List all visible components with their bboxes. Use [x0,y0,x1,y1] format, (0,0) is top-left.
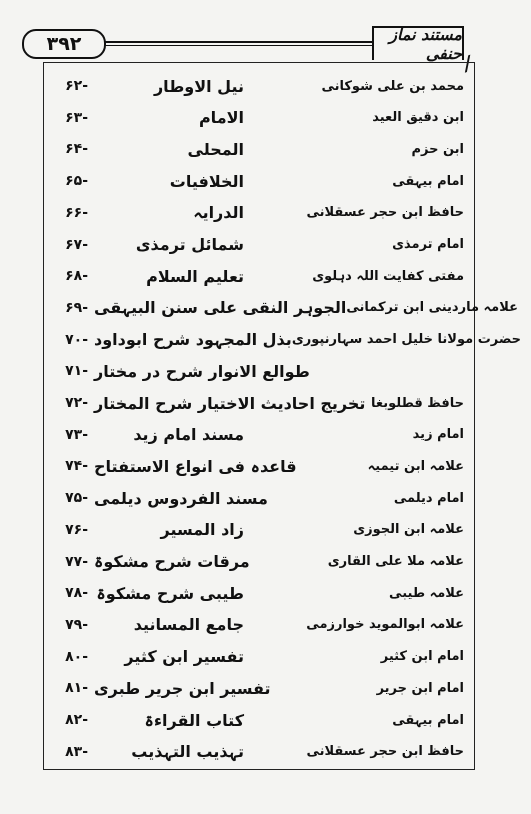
list-item [44,71,474,101]
entry-number: -۷۸ [65,585,88,602]
book-title: مرقات شرح مشکوۃ [94,552,250,571]
book-title: کتاب القراءۃ [144,710,244,730]
list-item [44,198,474,228]
list-item [44,388,474,418]
entry-number: -۷۰ [65,331,88,348]
list-item [44,293,518,323]
entry-number: -۸۳ [65,743,88,760]
author-name: حضرت مولانا خلیل احمد سہارنپوری [291,332,522,348]
author-name: حافظ ابن حجر عسقلانی [306,205,464,221]
author-name: امام زید [412,427,464,443]
entry-number: -۸۰ [65,648,88,665]
author-name: امام ابن کثیر [380,649,464,665]
author-name: امام دیلمی [393,490,464,506]
entry-number: -۸۲ [65,712,88,728]
book-title: الدرایہ [193,203,244,223]
book-title: طوالع الانوار شرح در مختار [94,361,310,381]
list-item [44,420,474,450]
author-name: حافظ قطلوبغا [371,395,464,411]
book-title: الامام [198,108,244,128]
entry-number: -۶۳ [65,109,88,126]
bibliography-list [44,63,522,769]
author-name: امام بیہقی [392,712,464,728]
entry-number: -۷۳ [65,426,88,443]
author-name: امام ترمذی [392,237,464,252]
page-frame [43,62,522,770]
book-title: تفسیر ابن جریر طبری [94,678,271,698]
entry-number: -۶۴ [65,141,88,158]
list-item [44,261,474,291]
book-title: تعلیم السلام [146,266,244,286]
list-item [44,166,474,196]
book-title: شمائل ترمذی [135,235,244,254]
book-title: المحلی [187,139,244,159]
author-name: علامہ ابن تیمیہ [367,458,464,474]
list-item [44,578,474,608]
book-title: طیبی شرح مشکوۃ [96,583,244,603]
book-title: زاد المسیر [160,520,244,540]
entry-number: -۷۵ [65,490,88,507]
list-item [44,642,474,672]
entry-number: -۷۲ [65,395,88,411]
author-name: علامہ ابن الجوزی [353,522,464,538]
book-title: تفسیر ابن کثیر [124,647,244,667]
list-item [44,483,474,513]
list-item [44,134,474,164]
entry-number: -۸۱ [65,680,88,697]
list-item [44,356,474,386]
book-title: جامع المسانید [133,615,244,635]
author-name: مفتی کفایت اللہ دہلوی [312,268,464,284]
entry-number: -۷۹ [65,616,88,633]
entry-number: -۷۶ [65,521,88,538]
book-title: تخریج احادیث الاختیار شرح المختار [94,393,366,413]
author-name: محمد بن علی شوکانی [321,78,464,94]
author-name: امام بیہقی [392,173,464,189]
entry-number: -۶۵ [65,173,88,190]
flourish-icon: ⁄ [461,52,474,76]
entry-number: -۶۲ [65,78,88,94]
author-name: علامہ ماردینی ابن ترکمانی [346,300,518,316]
list-item [44,737,474,767]
author-name: علامہ ملا علی القاری [327,554,464,569]
author-name: ابن حزم [411,141,464,157]
book-title: قاعدہ فی انواع الاستفتاح [94,456,297,476]
list-item [44,673,474,703]
entry-number: -۷۷ [65,553,88,570]
entry-number: -۶۹ [65,299,88,316]
list-item [44,451,474,481]
entry-number: -۶۸ [65,268,88,285]
book-title: مسند امام زید [133,425,244,445]
book-title: بذل المجہود شرح ابوداود [94,330,292,350]
list-item [44,547,474,577]
author-name: امام ابن جریر [376,680,464,696]
list-item [44,325,522,355]
list-item [44,230,474,260]
entry-number: -۷۱ [65,363,88,380]
page-number-text: ۳۹۲ [46,33,82,55]
entry-number: -۶۶ [65,204,88,221]
entry-number: -۶۷ [65,236,88,253]
running-title-text: مستند نماز حنفی [389,25,462,63]
page-number [22,29,106,59]
running-title [372,25,464,63]
list-item [44,705,474,735]
list-item [44,103,474,133]
author-name: ابن دقیق العید [372,110,464,126]
book-title: نیل الاوطار [153,76,244,96]
book-title: الجوہر النقی علی سنن البیہقی [94,298,347,318]
list-item [44,515,474,545]
author-name: حافظ ابن حجر عسقلانی [306,744,464,760]
entry-number: -۷۴ [65,458,88,475]
book-title: مسند الفردوس دیلمی [94,488,268,508]
list-item [44,610,474,640]
author-name: علامہ طیبی [389,585,464,601]
book-title: تہذیب التہذیب [131,742,244,762]
book-title: الخلافیات [169,171,244,191]
author-name: علامہ ابوالموید خوارزمی [306,617,464,633]
